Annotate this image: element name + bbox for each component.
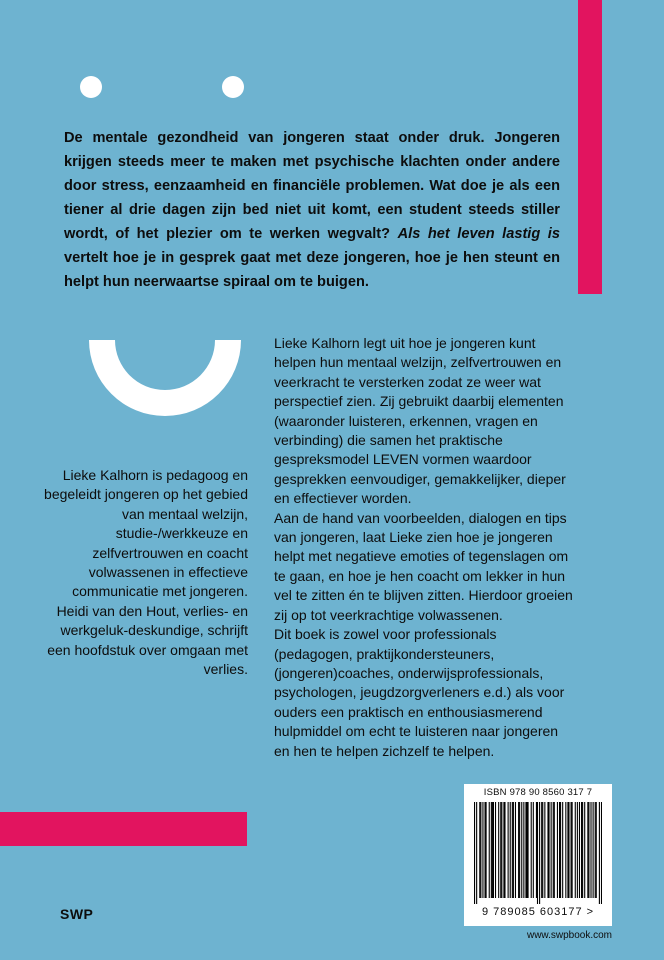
barcode-bar: [523, 802, 524, 898]
smiley-right-eye: [222, 76, 244, 98]
barcode-bar: [547, 802, 548, 898]
accent-bar-bottom-left: [0, 812, 247, 846]
intro-text-part2: vertelt hoe je in gesprek gaat met deze jongeren, hoe je hen steunt en helpt hun neerwaartse spiraal om te buigen.: [64, 250, 560, 290]
barcode-bar: [541, 802, 542, 898]
barcode-bar: [480, 802, 481, 898]
barcode-bar: [587, 802, 588, 898]
intro-paragraph: [64, 126, 560, 294]
barcode-bar: [537, 802, 538, 904]
barcode-bar: [525, 802, 526, 898]
barcode-bar: [553, 802, 554, 898]
book-title-italic: Als het leven lastig is: [397, 226, 560, 242]
barcode-bar: [539, 802, 540, 904]
barcode-bar: [533, 802, 534, 898]
isbn-label: ISBN 978 90 8560 317 7: [483, 787, 593, 798]
barcode-bar: [568, 802, 569, 898]
barcode-bar: [474, 802, 475, 904]
publisher-website: www.swpbook.com: [526, 930, 612, 941]
barcode-bar: [565, 802, 566, 898]
barcode-bar: [519, 802, 520, 898]
barcode-bar: [554, 802, 555, 898]
barcode-bar: [484, 802, 485, 898]
barcode-bar: [571, 802, 572, 898]
barcode-bar: [593, 802, 594, 898]
barcode-digits: 9 789085 603177 >: [481, 906, 595, 918]
description-paragraph-3: Dit boek is zowel voor professionals (pedagogen, praktijkondersteuners, (jongeren)coaches, onderwijsprofessionals, psychologen, jeugdzorgverleners e.d.) als voor ouders een praktisch en enthousiasmerend hulpmiddel om echt te luisteren naar jongeren en hen te helpen zichzelf te helpen.: [274, 626, 565, 759]
barcode-bar: [510, 802, 511, 898]
barcode-bar: [601, 802, 602, 904]
barcode-bar: [503, 802, 504, 898]
barcode-bar: [521, 802, 522, 898]
barcode-bar: [504, 802, 505, 898]
barcode-bar: [579, 802, 580, 898]
description-paragraph-2: Aan de hand van voorbeelden, dialogen en tips van jongeren, laat Lieke zien hoe je jongeren helpt met negatieve emoties of tegenslagen om te gaan, en hoe je hen coacht om lekker in hun vel te zitten én te blijven zitten. Hierdoor groeien zij op tot veerkrachtige volwassenen.: [274, 509, 573, 623]
barcode-bar: [508, 802, 509, 898]
barcode-bar: [492, 802, 493, 898]
barcode-bar: [526, 802, 527, 898]
barcode-bar: [584, 802, 585, 898]
barcode-bar: [482, 802, 483, 898]
barcode-bar: [581, 802, 582, 898]
barcode-bar: [476, 802, 477, 904]
barcode-bar: [562, 802, 563, 898]
barcode-bar: [531, 802, 532, 898]
smiley-mouth: [80, 340, 250, 452]
barcode-bar: [479, 802, 480, 898]
barcode-bar: [498, 802, 499, 898]
barcode-bar: [551, 802, 552, 898]
barcode-bar: [495, 802, 496, 898]
barcode-bar: [518, 802, 519, 898]
barcode-bar: [577, 802, 578, 898]
barcode-bar: [486, 802, 487, 898]
publisher-logo: SWP: [60, 906, 94, 922]
barcode-bar: [599, 802, 600, 904]
barcode-bar: [596, 802, 597, 898]
barcode-bar: [491, 802, 492, 898]
barcode-bar: [559, 802, 560, 898]
description-paragraph-1: Lieke Kalhorn legt uit hoe je jongeren kunt helpen hun mentaal welzijn, zelfvertrouwen en veerkracht te versterken zodat ze weer wat perspectief zien. Zij gebruikt daarbij elementen (waaronder luisteren, erkennen, vragen en verbinding) die samen het praktische gespreksmodel LEVEN vormen waardoor gesprekken eenvoudiger, gemakkelijker, dieper en effectiever worden.: [274, 335, 566, 507]
barcode-icon: [474, 802, 602, 904]
intro-text-part1: De mentale gezondheid van jongeren staat onder druk. Jongeren krijgen steeds meer te maken met psychische klachten onder andere door stress, eenzaamheid en financiële problemen. Wat doe je als een tiener al drie dagen zijn bed niet uit komt, een student steeds stiller wordt, of het plezier om te werken wegvalt?: [64, 130, 560, 242]
barcode-bar: [501, 802, 502, 898]
barcode-bar: [575, 802, 576, 898]
barcode-bar: [536, 802, 537, 898]
barcode-bar: [489, 802, 490, 898]
barcode-bar: [572, 802, 573, 898]
barcode-bar: [500, 802, 501, 898]
barcode-bar: [528, 802, 529, 898]
barcode-bar: [590, 802, 591, 898]
accent-bar-top-right: [578, 0, 602, 294]
barcode-bar: [560, 802, 561, 898]
barcode-bar: [588, 802, 589, 898]
barcode-bar: [548, 802, 549, 898]
author-bio: Lieke Kalhorn is pedagoog en begeleidt jongeren op het gebied van mentaal welzijn, studie-/werkkeuze en zelfvertrouwen en coacht volwassenen in effectieve communicatie met jongeren. Heidi van den Hout, verlies- en werkgeluk-deskundige, schrijft een hoofdstuk over omgaan met verlies.: [44, 467, 248, 678]
barcode-bar: [557, 802, 558, 898]
barcode-bar: [544, 802, 545, 898]
barcode-bar: [493, 802, 494, 898]
barcode-bar: [513, 802, 514, 898]
barcode-bar: [567, 802, 568, 898]
barcode-bar: [595, 802, 596, 898]
description-text: [274, 334, 574, 761]
barcode-panel: [464, 784, 612, 926]
barcode-bar: [512, 802, 513, 898]
smiley-left-eye: [80, 76, 102, 98]
barcode-bar: [542, 802, 543, 898]
barcode-bar: [515, 802, 516, 898]
barcode-bar: [582, 802, 583, 898]
